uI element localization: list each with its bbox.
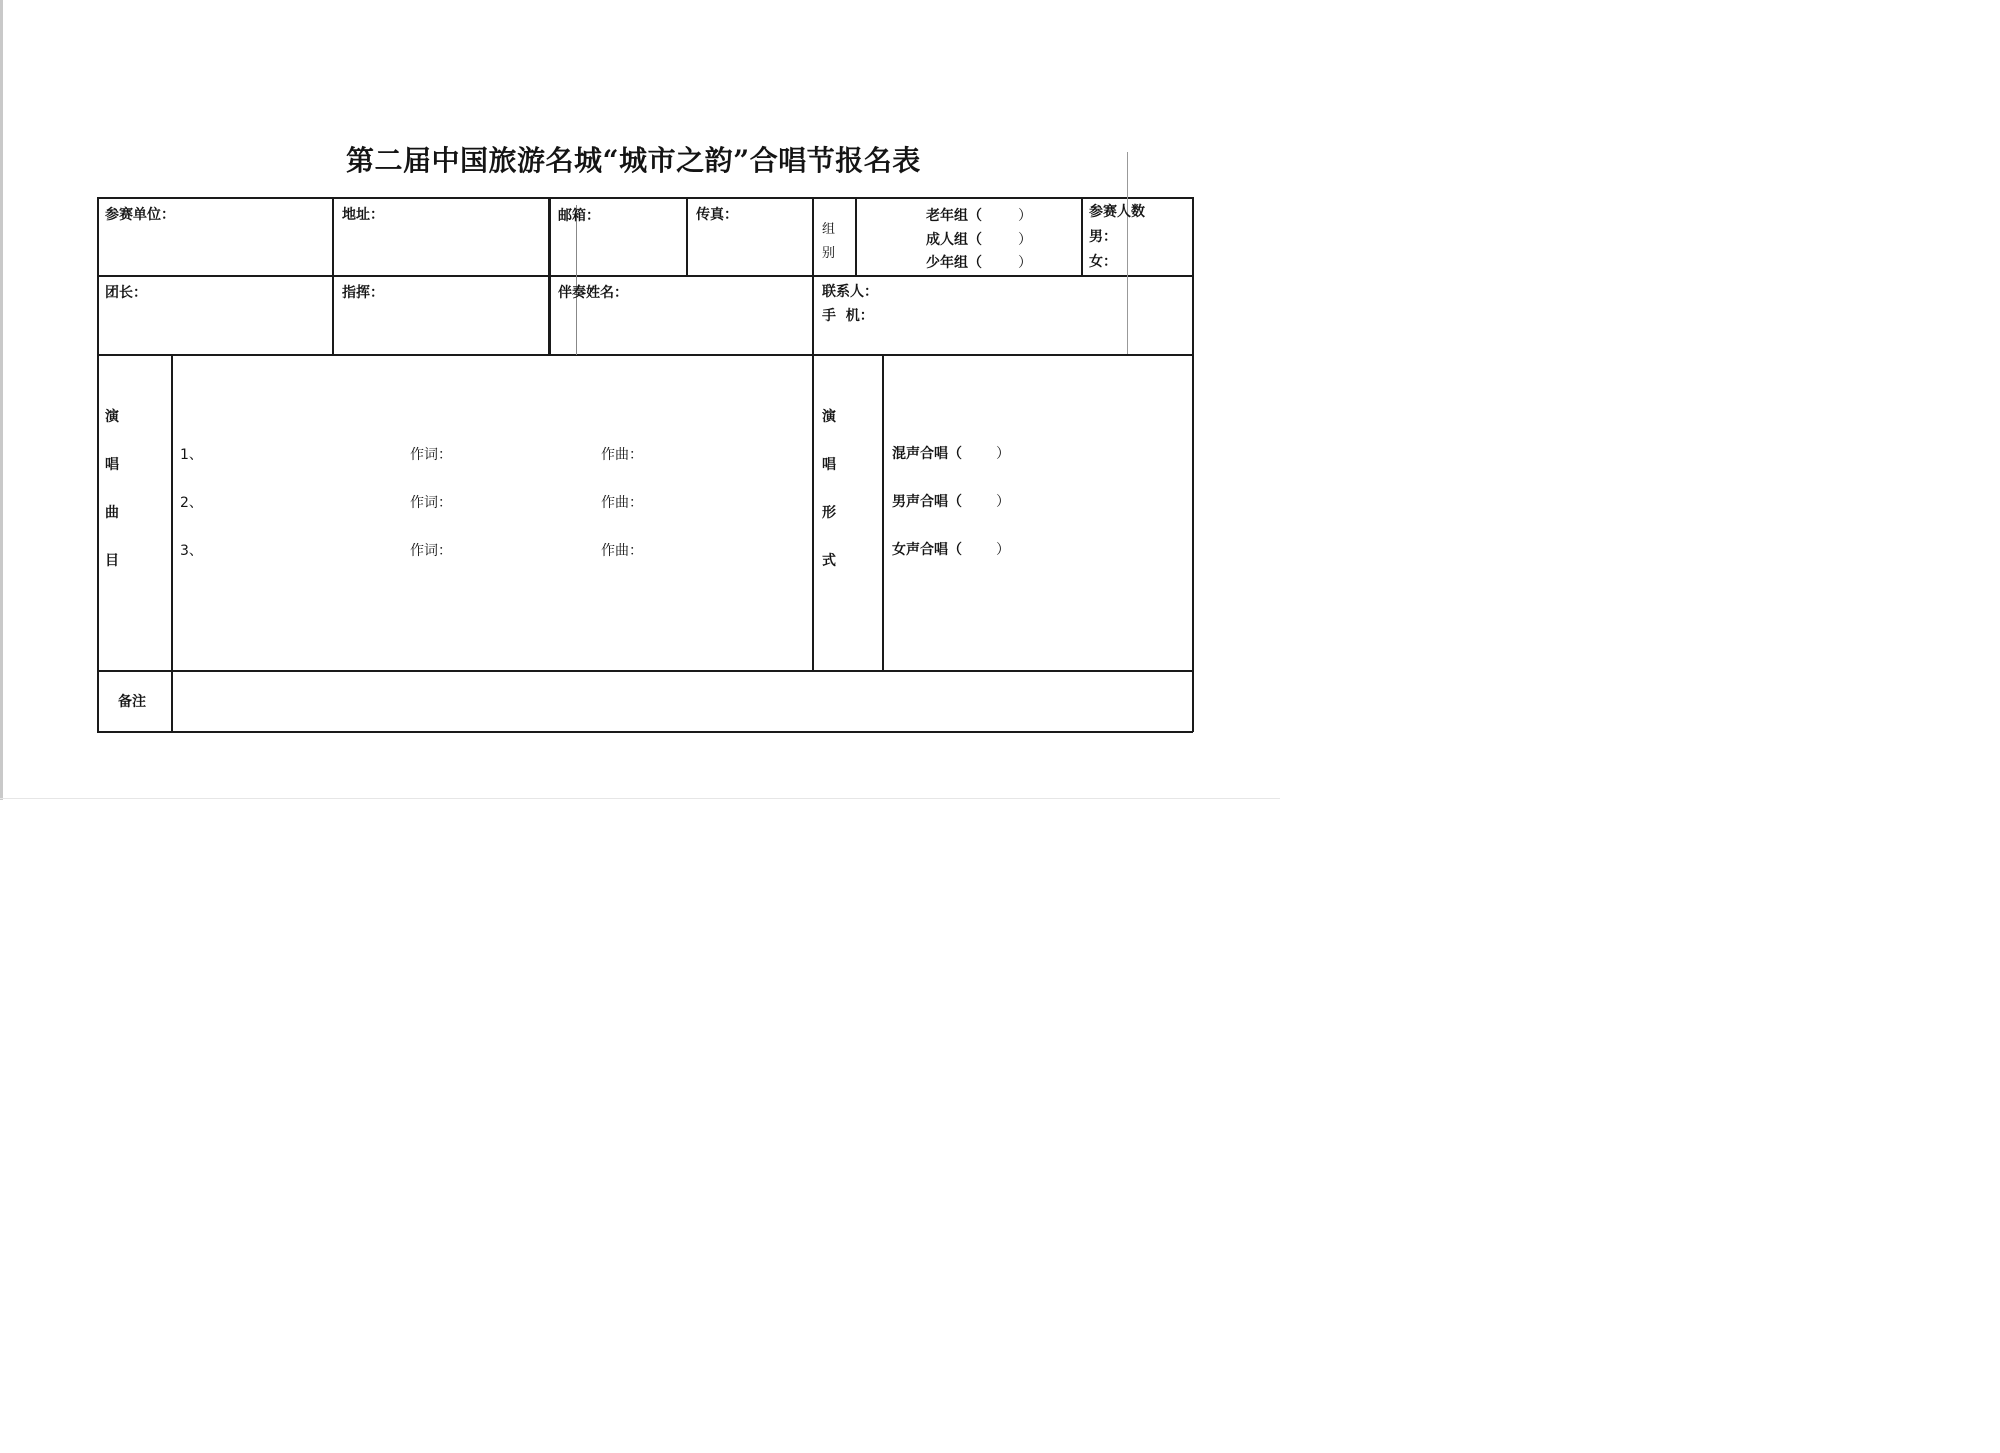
col-divider [812, 354, 814, 670]
male-count-label: 男： [1089, 229, 1117, 245]
remarks-label: 备注 [118, 694, 146, 710]
group-side-label: 组 [822, 222, 836, 237]
song-number: 3、 [180, 543, 203, 559]
phone-label: 手 机： [822, 308, 874, 324]
group-option-adult: 成人组（ [926, 232, 982, 248]
songs-side-label: 目 [105, 553, 119, 569]
accompanist-label: 伴奏姓名： [558, 285, 628, 301]
form-paren-close: ） [996, 494, 1010, 510]
group-paren-close: ） [1018, 255, 1032, 271]
composer-label: 作曲： [601, 447, 643, 463]
col-divider [882, 354, 884, 670]
scan-edge [0, 0, 3, 800]
row-divider [97, 354, 1193, 356]
form-paren-close: ） [996, 446, 1010, 462]
composer-label: 作曲： [601, 495, 643, 511]
songs-side-label: 唱 [105, 457, 119, 473]
composer-label: 作曲： [601, 543, 643, 559]
scan-edge [0, 798, 1280, 799]
col-divider [855, 197, 857, 276]
group-paren-close: ） [1018, 208, 1032, 224]
group-paren-close: ） [1018, 232, 1032, 248]
table-border-bottom [97, 731, 1193, 733]
address-label: 地址： [342, 207, 384, 223]
conductor-label: 指挥： [342, 285, 384, 301]
group-option-youth: 少年组（ [926, 255, 982, 271]
row-divider [97, 275, 1193, 277]
scan-artifact-line [1127, 152, 1128, 354]
postcode-label: 邮箱： [558, 208, 600, 224]
form-paren-close: ） [996, 542, 1010, 558]
group-option-senior: 老年组（ [926, 208, 982, 224]
participant-count-title: 参赛人数 [1089, 204, 1145, 220]
table-border-left [97, 197, 99, 732]
form-title: 第二届中国旅游名城“城市之韵”合唱节报名表 [346, 144, 921, 177]
lyricist-label: 作词： [410, 495, 452, 511]
unit-label: 参赛单位： [105, 207, 175, 223]
col-divider [1081, 197, 1083, 276]
contact-label: 联系人： [822, 284, 878, 300]
form-option-male: 男声合唱（ [892, 494, 962, 510]
form-option-female: 女声合唱（ [892, 542, 962, 558]
col-divider [548, 197, 551, 355]
forms-side-label: 演 [822, 409, 836, 425]
table-border-top [97, 197, 1193, 199]
female-count-label: 女： [1089, 254, 1117, 270]
forms-side-label: 式 [822, 553, 836, 569]
forms-side-label: 唱 [822, 457, 836, 473]
leader-label: 团长： [105, 285, 147, 301]
form-option-mixed: 混声合唱（ [892, 446, 962, 462]
row-divider [97, 670, 1193, 672]
group-side-label: 别 [822, 246, 836, 261]
song-number: 1、 [180, 447, 203, 463]
forms-side-label: 形 [822, 505, 836, 521]
col-divider [812, 197, 814, 355]
lyricist-label: 作词： [410, 543, 452, 559]
songs-side-label: 曲 [105, 505, 119, 521]
col-divider [171, 354, 173, 731]
fax-label: 传真： [696, 207, 738, 223]
scan-artifact-line [576, 205, 577, 355]
song-number: 2、 [180, 495, 203, 511]
col-divider [332, 197, 334, 355]
table-border-right [1192, 197, 1194, 732]
songs-side-label: 演 [105, 409, 119, 425]
col-divider [686, 197, 688, 276]
lyricist-label: 作词： [410, 447, 452, 463]
